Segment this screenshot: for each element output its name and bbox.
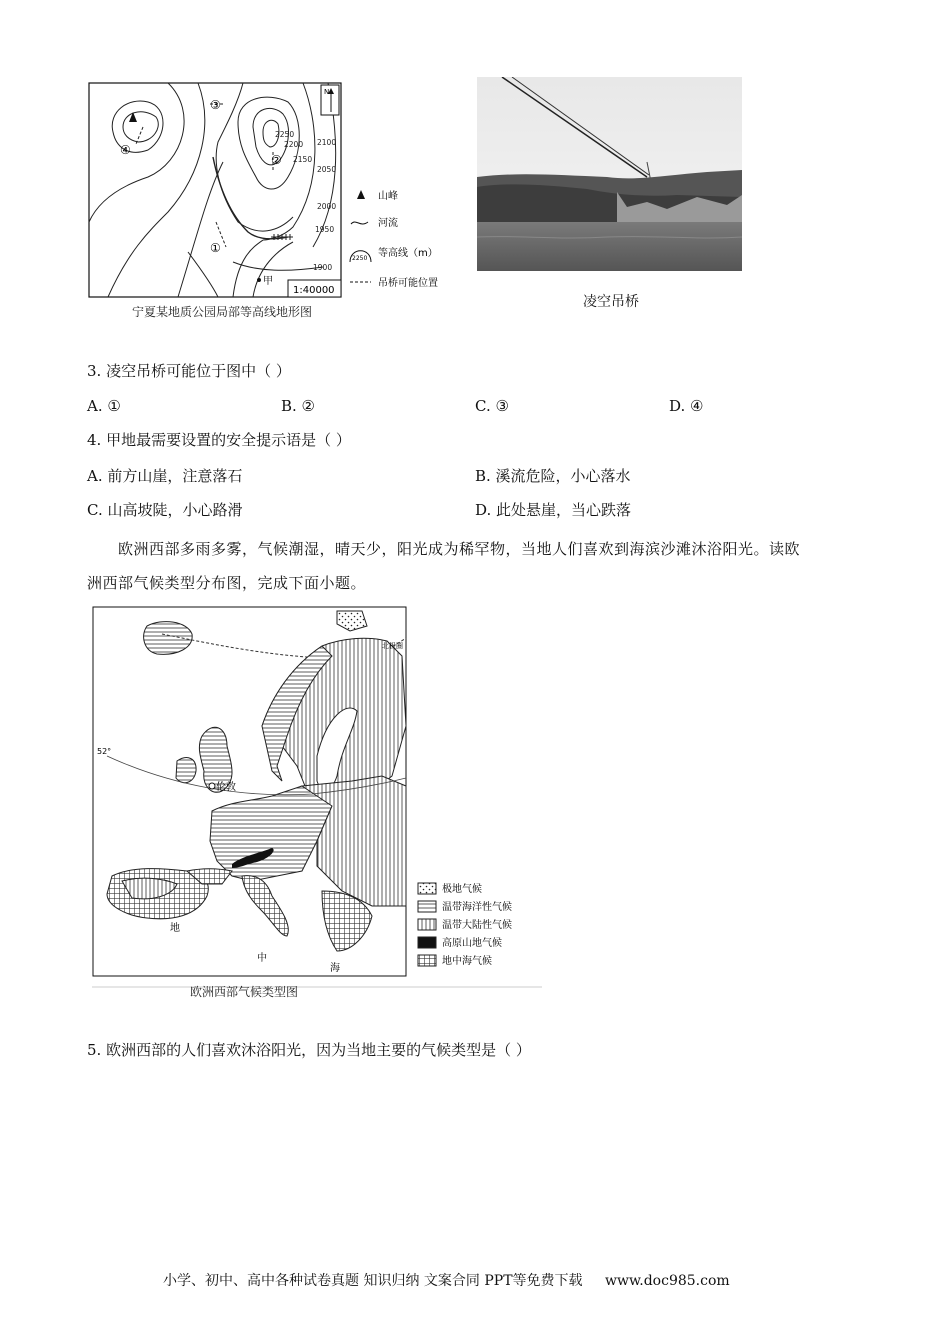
europe-climate-map (92, 606, 542, 990)
jia-point (257, 278, 261, 282)
north-label: N (324, 88, 330, 96)
legend-oceanic: 温带海洋性气候 (442, 902, 512, 913)
legend-mediterranean: 地中海气候 (442, 956, 492, 967)
sea-label-zhong: 中 (257, 953, 267, 964)
contour-label: 2250 (275, 130, 295, 139)
scale-label: 1:40000 (293, 285, 335, 296)
peak-legend-icon (357, 190, 365, 199)
legend-polar-swatch (418, 883, 436, 894)
legend-highland-swatch (418, 937, 436, 948)
question-text: 欧洲西部的人们喜欢沐浴阳光，因为当地主要的气候类型是（ ） (106, 1041, 531, 1059)
contour-label: 2150 (293, 155, 313, 164)
question-number: 4. (87, 431, 107, 449)
legend-contour: 等高线（m） (378, 248, 438, 259)
contour-label: 2000 (317, 202, 337, 211)
question-4-option-d[interactable]: D. 此处悬崖，当心跌落 (475, 501, 632, 519)
question-4-option-b[interactable]: B. 溪流危险，小心落水 (475, 467, 631, 485)
passage-line-2: 洲西部气候类型分布图，完成下面小题。 (87, 574, 367, 592)
footer-text: 小学、初中、高中各种试卷真题 知识归纳 文案合同 PPT等免费下载 (163, 1273, 583, 1289)
arctic-circle-label: 北极圈 (382, 642, 403, 650)
marker-2: ② (271, 153, 282, 167)
question-text: 凌空吊桥可能位于图中（ ） (106, 362, 291, 380)
london-label: 伦敦 (216, 782, 236, 793)
question-3-stem (87, 361, 291, 381)
question-number: 5. (87, 1041, 107, 1059)
question-5-stem (87, 1040, 531, 1060)
contour-label: 1900 (313, 263, 333, 272)
legend-oceanic-swatch (418, 901, 436, 912)
topo-map-caption: 宁夏某地质公园局部等高线地形图 (132, 305, 313, 319)
contour-label: 1950 (315, 225, 335, 234)
latitude-label: 52° (97, 747, 112, 756)
europe-map-caption: 欧洲西部气候类型图 (190, 985, 299, 999)
marker-1: ① (210, 241, 221, 255)
marker-4: ④ (120, 143, 131, 157)
legend-continental-swatch (418, 919, 436, 930)
marker-jia: 甲 (263, 276, 273, 287)
suspension-bridge-photo (477, 77, 742, 271)
passage-line-1: 欧洲西部多雨多雾，气候潮湿，晴天少，阳光成为稀罕物，当地人们喜欢到海滨沙滩沐浴阳光。读欧 (118, 540, 801, 558)
legend-highland: 高原山地气候 (442, 938, 502, 949)
question-4-option-a[interactable]: A. 前方山崖，注意落石 (87, 467, 243, 485)
footer-link[interactable]: www.doc985.com (604, 1273, 730, 1289)
river-legend-icon (351, 222, 368, 224)
question-number: 3. (87, 362, 107, 380)
contour-label: 2200 (284, 140, 304, 149)
question-4-stem (87, 430, 351, 450)
legend-continental: 温带大陆性气候 (442, 920, 512, 931)
legend-contour-sample: 2250 (352, 255, 368, 262)
question-4-option-c[interactable]: C. 山高坡陡，小心路滑 (87, 501, 243, 519)
question-3-option-a[interactable]: A. ① (87, 397, 121, 415)
contour-label: 2100 (317, 138, 337, 147)
question-3-option-b[interactable]: B. ② (281, 397, 316, 415)
marker-3: ③ (210, 98, 221, 112)
legend-river: 河流 (378, 218, 398, 229)
footer (163, 1270, 730, 1290)
contour-label: 2050 (317, 165, 337, 174)
sea-label-hai: 海 (330, 963, 340, 974)
question-text: 甲地最需要设置的安全提示语是（ ） (106, 431, 351, 449)
legend-mediterranean-swatch (418, 955, 436, 966)
photo-caption: 凌空吊桥 (583, 294, 639, 310)
question-3-option-d[interactable]: D. ④ (669, 397, 704, 415)
topographic-map (88, 82, 453, 304)
question-3-option-c[interactable]: C. ③ (475, 397, 509, 415)
london-point (209, 783, 215, 789)
legend-bridge: 吊桥可能位置 (378, 278, 438, 289)
legend-polar: 极地气候 (442, 884, 482, 895)
sea-label-di: 地 (170, 923, 180, 934)
legend-peak: 山峰 (378, 191, 398, 202)
